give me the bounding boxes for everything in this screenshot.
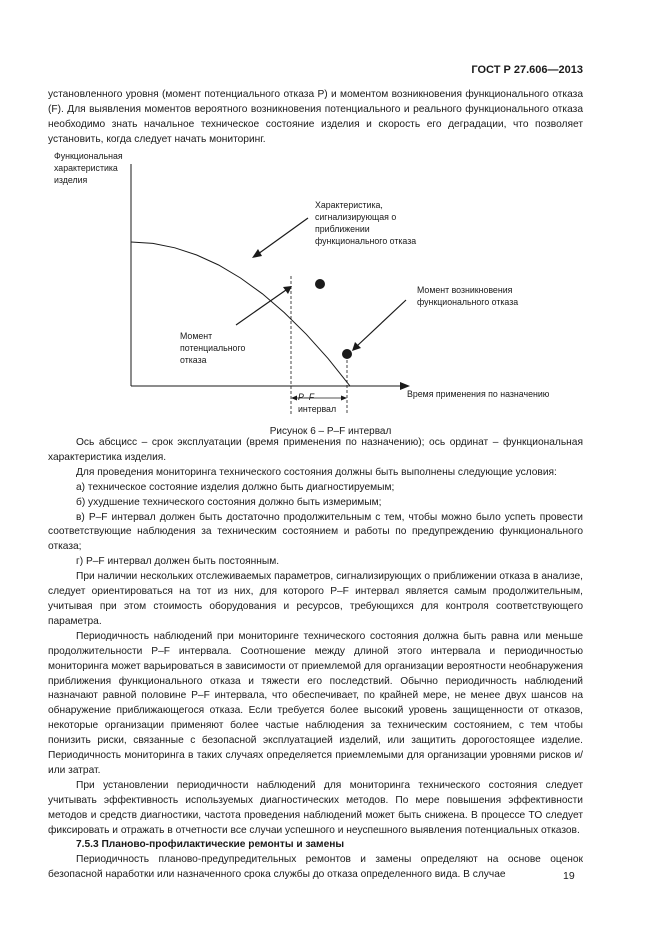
- signal-label-line-4: функционального отказа: [315, 236, 417, 246]
- functional-label-line-1: Момент возникновения: [417, 285, 513, 295]
- intro-paragraph: установленного уровня (момент потенциального отказа P) и моментом возникновения функционального отказа (F). Для выявления моментов вероятного возникновения потенциального и реального функционального отказа необходимо знать начальное техническое состояние изделия и скорость его деградации, что позволяет установить, когда следует начать мониторинг.: [48, 89, 583, 145]
- signal-pointer-head: [252, 249, 262, 258]
- potential-label-line-2: потенциального: [180, 343, 246, 353]
- functional-label-line-2: функционального отказа: [417, 297, 519, 307]
- potential-label-line-3: отказа: [180, 355, 207, 365]
- body-paragraph: Периодичность наблюдений при мониторинге технического состояния должна быть равна или меньше продолжительности P–F интервала. Соотношение между длиной этого интервала и периодичностью мониторинга может варьироваться в зависимости от приемлемой для организации вероятности необнаружения приближения функционального отказа и тяжести его последствий. Обычно периодичность наблюдений назначают равной половине P–F интервала, что обеспечивает, по крайней мере, не менее двух шансов на обнаружение приближающегося отказа. Если требуется более высокий уровень защищенности от отказов, некоторые организации применяют более частые наблюдения за техническим состоянием, с тем чтобы понизить риски, связанные с безопасной эксплуатацией изделий, или защитить дорогостоящее изделие. Периодичность мониторинга в таких случаях определяется приемлемыми для организации уровнями рисков и/или затрат.: [48, 630, 583, 776]
- body-paragraph: Для проведения мониторинга технического состояния должны быть выполнены следующие условия:: [76, 466, 557, 478]
- signal-pointer: [258, 218, 308, 254]
- body-paragraph: При наличии нескольких отслеживаемых параметров, сигнализирующих о приближении отказа в анализе, следует ориентироваться на тот из них, для которого P–F интервал является самым продолжительным, учитывая при этом стоимость оборудования и ресурсов, требующихся для контроля соответствующего параметра.: [48, 571, 583, 627]
- interval-label-line-1: P–F: [298, 392, 315, 402]
- standard-header: ГОСТ Р 27.606—2013: [471, 64, 583, 76]
- potential-label-line-1: Момент: [180, 331, 213, 341]
- signal-point: [315, 279, 325, 289]
- interval-arrowhead-right: [341, 396, 347, 401]
- body-paragraph: Ось абсцисс – срок эксплуатации (время применения по назначению); ось ординат – функциональная характеристика изделия.: [48, 437, 583, 463]
- body-paragraph: 7.5.3 Планово-профилактические ремонты и замены: [76, 839, 345, 851]
- body-paragraph: Периодичность планово-предупредительных ремонтов и замены определяют на основе оценок безопасной наработки или назначенного срока службы до отказа определенного вида. В случае: [48, 854, 583, 881]
- interval-arrowhead-left: [291, 396, 297, 401]
- page-number: 19: [563, 870, 575, 882]
- x-axis-label: Время применения по назначению: [407, 389, 550, 399]
- y-axis-label-line-1: Функциональная: [54, 151, 123, 161]
- signal-label-line-1: Характеристика,: [315, 200, 383, 210]
- body-paragraph: При установлении периодичности наблюдений для мониторинга технического состояния следует учитывать эффективность используемых диагностических методов. По мере повышения эффективности методов и средств диагностики, частота проведения наблюдений может быть снижена. В процессе ТО следует фиксировать и отражать в отчетности все случаи успешного и неуспешного выявления потенциальных отказов.: [48, 779, 583, 836]
- y-axis-label-line-2: характеристика: [54, 163, 118, 173]
- figure-caption: Рисунок 6 – P–F интервал: [269, 426, 392, 437]
- body-paragraph: г) P–F интервал должен быть постоянным.: [76, 556, 280, 568]
- y-axis-label-line-3: изделия: [54, 175, 88, 185]
- interval-label-line-2: интервал: [298, 404, 337, 414]
- signal-label-line-2: сигнализирующая о: [315, 212, 397, 222]
- signal-label-line-3: приближении: [315, 224, 370, 234]
- pf-interval-figure: [0, 150, 661, 440]
- body-paragraph: а) техническое состояние изделия должно быть диагностируемым;: [76, 481, 395, 493]
- functional-pointer: [357, 300, 406, 346]
- degradation-curve: [131, 242, 350, 386]
- body-paragraph: в) P–F интервал должен быть достаточно продолжительным с тем, чтобы можно было успеть провести соответствующие наблюдения за техническим состоянием и работы по предупреждению функционального отказа;: [48, 511, 583, 553]
- body-text: [48, 436, 583, 883]
- functional-failure-point: [342, 349, 352, 359]
- body-paragraph: б) ухудшение технического состояния должно быть измеримым;: [76, 496, 382, 508]
